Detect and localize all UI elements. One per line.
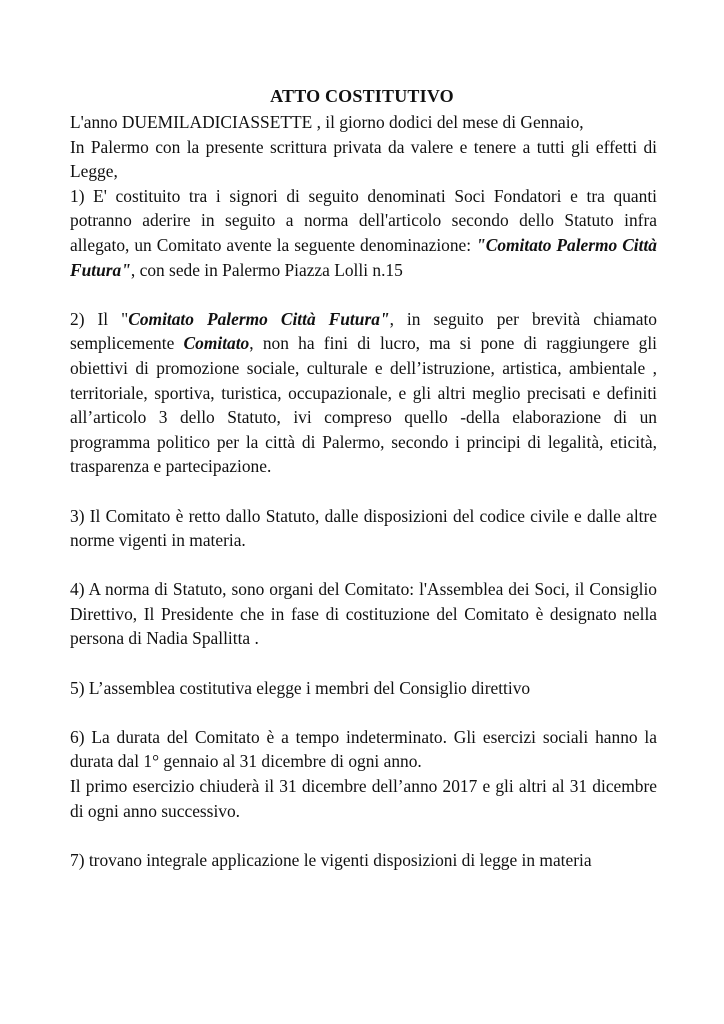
paragraph-6: 6) La durata del Comitato è a tempo indeterminato. Gli esercizi sociali hanno la durata dal 1° gennaio al 31 dicembre di ogni anno.: [70, 726, 657, 772]
document-title: ATTO COSTITUTIVO: [270, 86, 454, 106]
paragraph-spacer: [70, 700, 657, 725]
paragraph-6-continued: Il primo esercizio chiuderà il 31 dicembre dell’anno 2017 e gli altri al 31 dicembre di ogni anno successivo.: [70, 776, 657, 821]
committee-short-name: Comitato: [183, 333, 250, 354]
paragraph-2: [70, 307, 657, 479]
paragraph-2-middle: , in seguito per brevità chiamato semplicemente: [70, 308, 657, 354]
paragraph-5: 5) L’assemblea costitutiva elegge i membri del Consiglio direttivo: [70, 677, 531, 698]
paragraph-spacer: [70, 282, 657, 307]
committee-name: Comitato Palermo Città Futura": [128, 308, 390, 329]
paragraph-spacer: [70, 651, 657, 676]
paragraph-1: [70, 184, 657, 282]
intro-line: L'anno DUEMILADICIASSETTE , il giorno dodici del mese di Gennaio,: [70, 112, 584, 132]
paragraph-spacer: [70, 823, 657, 848]
paragraph-4: 4) A norma di Statuto, sono organi del Comitato: l'Assemblea dei Soci, il Consiglio Direttivo, Il Presidente che in fase di costituzione del Comitato è designato nella persona di Nadia Spallitta .: [70, 579, 657, 649]
paragraph-7: 7) trovano integrale applicazione le vigenti disposizioni di legge in materia: [70, 849, 592, 870]
paragraph-spacer: [70, 553, 657, 578]
document-body: [70, 110, 657, 872]
paragraph-2-rest: , non ha fini di lucro, ma si pone di raggiungere gli obiettivi di promozione sociale, culturale e dell’istruzione, artistica, ambientale , territoriale, sportiva, turistica, occupazionale, e gli altri meglio precisati e definiti all’articolo 3 dello Statuto, ivi compreso quello -della elaborazione di un programma politico per la città di Palermo, secondo i principi di legalità, eticità, trasparenza e partecipazione.: [70, 333, 658, 477]
paragraph-1-address: , con sede in Palermo Piazza Lolli n.15: [130, 259, 403, 280]
paragraph-3: 3) Il Comitato è retto dallo Statuto, dalle disposizioni del codice civile e dalle altre norme vigenti in materia.: [70, 505, 657, 551]
paragraph-1-text: 1) E' costituito tra i signori di seguito denominati Soci Fondatori e tra quanti potranno aderire in seguito a norma dell'articolo secondo dello Statuto infra allegato, un Comitato avente la seguente denominazione:: [70, 185, 657, 255]
committee-name: "Comitato Palermo Città Futura": [70, 234, 657, 280]
paragraph-2-lead: 2) Il ": [70, 308, 129, 329]
intro-paragraph: In Palermo con la presente scrittura privata da valere e tenere a tutti gli effetti di Legge,: [70, 136, 657, 182]
paragraph-spacer: [70, 479, 657, 504]
